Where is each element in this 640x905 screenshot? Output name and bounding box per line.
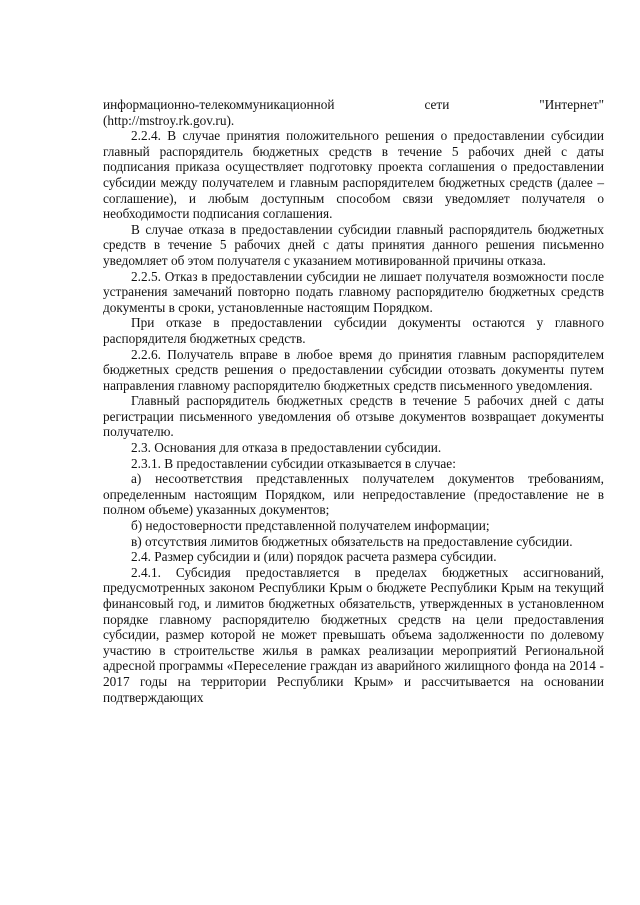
paragraph-2-2-5: 2.2.5. Отказ в предоставлении субсидии не лишает получателя возможности после устранения замечаний повторно подать главному распорядителю бюджетных средств документы в сроки, установленные настоящим Порядком. bbox=[103, 268, 604, 315]
first-line-middle: сети bbox=[424, 97, 450, 112]
paragraph-2-2-4: 2.2.4. В случае принятия положительного решения о предоставлении субсидии главный распорядитель бюджетных средств в течение 5 рабочих дней с даты подписания приказа осуществляет подготовку проекта соглашения о предоставлении субсидии между получателем и главным распорядителем бюджетных средств (далее – соглашение), и любым доступным способом связи уведомляет получателя о необходимости подписания соглашения. bbox=[103, 128, 604, 222]
first-line bbox=[103, 97, 604, 113]
paragraph-url: (http://mstroy.rk.gov.ru). bbox=[103, 112, 235, 128]
first-line-left: информационно-телекоммуникационной bbox=[103, 97, 335, 112]
paragraph-2-4: 2.4. Размер субсидии и (или) порядок расчета размера субсидии. bbox=[131, 549, 497, 565]
paragraph-refusal-notice: В случае отказа в предоставлении субсидии главный распорядитель бюджетных средств в течение 5 рабочих дней с даты принятия данного решения письменно уведомляет об этом получателя с указанием мотивированной причины отказа. bbox=[103, 221, 604, 268]
paragraph-documents-retained: При отказе в предоставлении субсидии документы остаются у главного распорядителя бюджетных средств. bbox=[103, 315, 604, 346]
paragraph-2-2-6: 2.2.6. Получатель вправе в любое время до принятия главным распорядителем бюджетных средств решения о предоставлении субсидии отозвать документы путем направления главному распорядителю бюджетных средств письменного уведомления. bbox=[103, 346, 604, 393]
paragraph-documents-returned: Главный распорядитель бюджетных средств в течение 5 рабочих дней с даты регистрации письменного уведомления об отзыве документов возвращает документы получателю. bbox=[103, 393, 604, 440]
document-body bbox=[103, 97, 604, 705]
paragraph-2-3-1: 2.3.1. В предоставлении субсидии отказывается в случае: bbox=[131, 455, 456, 471]
paragraph-2-4-1: 2.4.1. Субсидия предоставляется в пределах бюджетных ассигнований, предусмотренных законом Республики Крым о бюджете Республики Крым на текущий финансовый год, и лимитов бюджетных обязательств, утвержденных в установленном порядке главному распорядителю бюджетных средств на цели предоставления субсидии, размер которой не может превышать объема задолженности по долевому участию в строительстве жилья в рамках реализации мероприятий Региональной адресной программы «Переселение граждан из аварийного жилищного фонда на 2014 - 2017 годы на территории Республики Крым» и рассчитывается на основании подтверждающих bbox=[103, 564, 604, 705]
paragraph-2-3: 2.3. Основания для отказа в предоставлении субсидии. bbox=[131, 440, 442, 456]
paragraph-item-v: в) отсутствия лимитов бюджетных обязательств на предоставление субсидии. bbox=[131, 533, 573, 549]
paragraph-item-b: б) недостоверности представленной получателем информации; bbox=[131, 518, 490, 534]
paragraph-item-a: а) несоответствия представленных получателем документов требованиям, определенным настоящим Порядком, или непредоставление (предоставление не в полном объеме) указанных документов; bbox=[103, 471, 604, 518]
first-line-right: "Интернет" bbox=[539, 97, 604, 112]
